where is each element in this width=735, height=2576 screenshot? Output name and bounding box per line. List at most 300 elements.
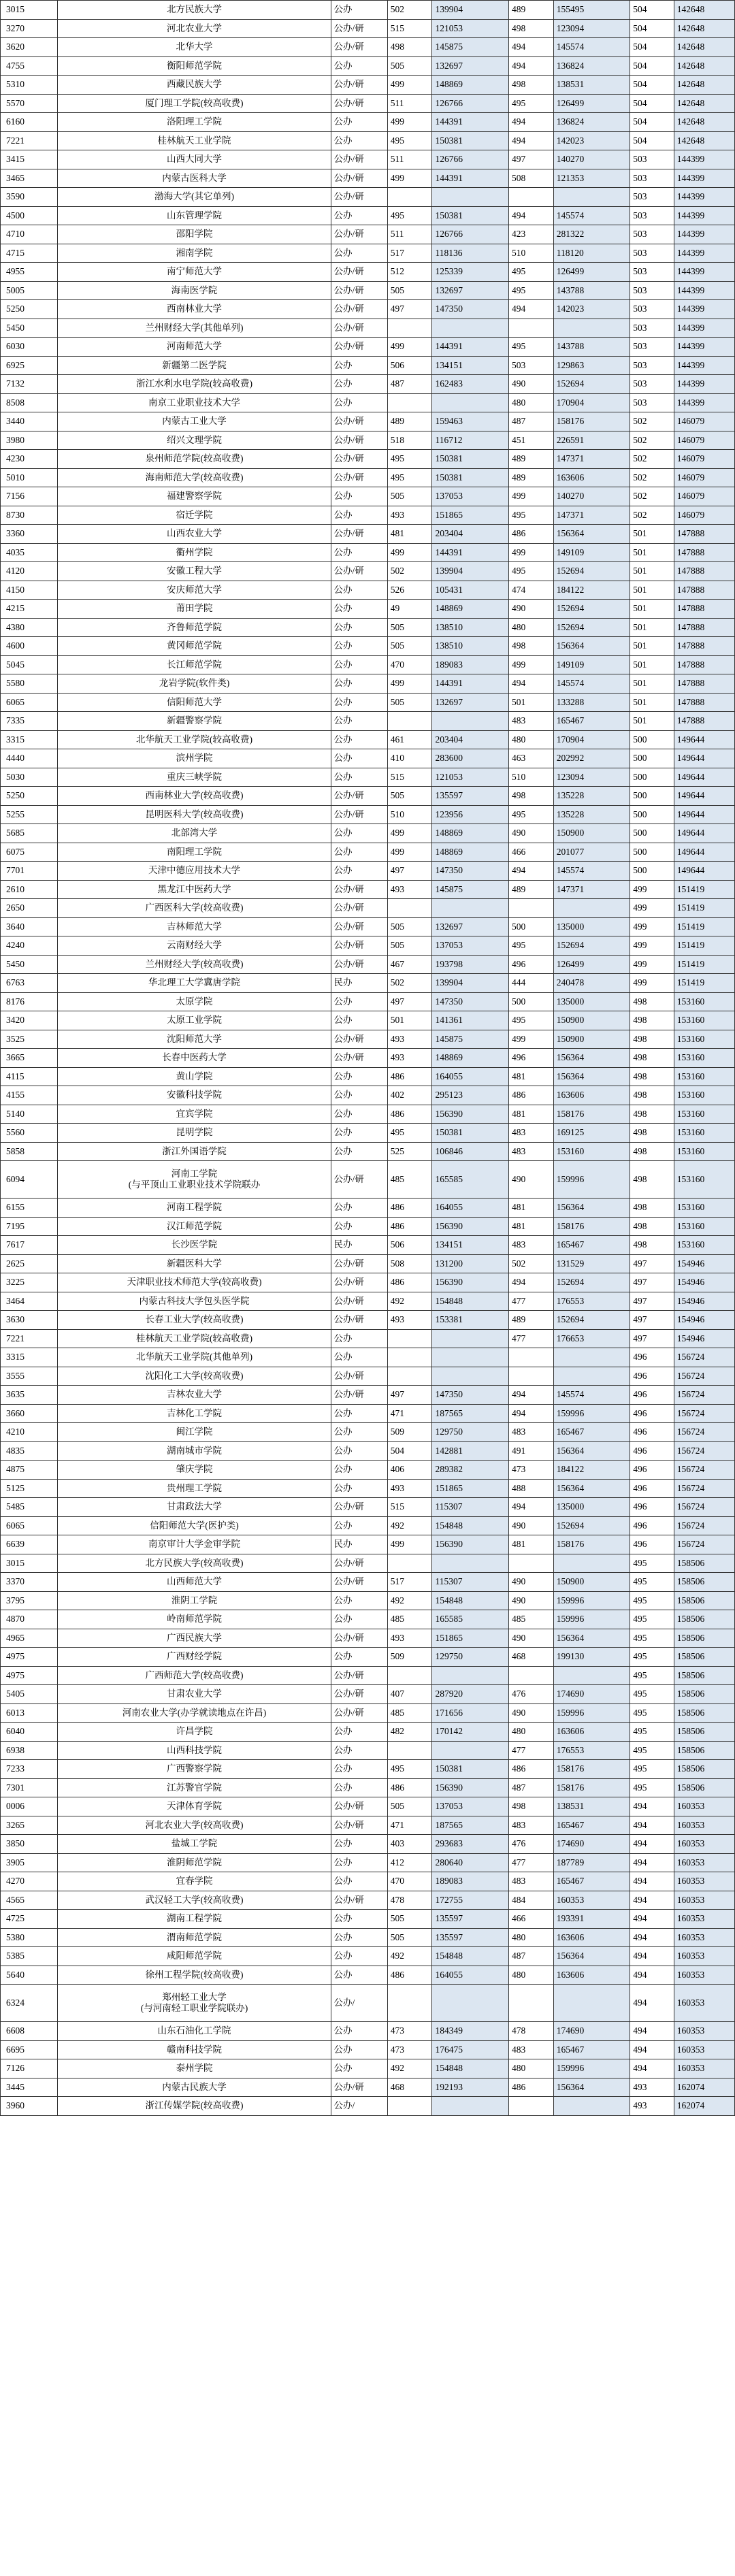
- school-name-cell: 北方民族大学(较高收费): [58, 1554, 331, 1573]
- school-name-cell: 河北农业大学: [58, 19, 331, 38]
- rank-c-cell: 153160: [674, 1049, 734, 1068]
- school-type-cell: 公办/: [331, 1985, 387, 2022]
- table-row: [1, 1254, 735, 1273]
- school-code-cell: 3225: [1, 1273, 58, 1292]
- rank-a-cell: [432, 1367, 509, 1386]
- score-b-cell: 481: [509, 1105, 554, 1124]
- score-c-cell: 501: [630, 581, 674, 600]
- table-row: [1, 1498, 735, 1517]
- school-type-cell: 公办: [331, 393, 387, 412]
- rank-c-cell: 142648: [674, 113, 734, 132]
- rank-b-cell: 159996: [553, 1703, 630, 1723]
- rank-a-cell: 147350: [432, 1386, 509, 1405]
- score-c-cell: 500: [630, 805, 674, 824]
- score-a-cell: [387, 1329, 432, 1348]
- score-a-cell: 486: [387, 1778, 432, 1797]
- rank-c-cell: 160353: [674, 1966, 734, 1985]
- score-b-cell: 487: [509, 1947, 554, 1966]
- rank-a-cell: 134151: [432, 1236, 509, 1255]
- school-code-cell: 4115: [1, 1067, 58, 1086]
- table-row: [1, 917, 735, 936]
- score-a-cell: 497: [387, 992, 432, 1011]
- score-c-cell: 494: [630, 1966, 674, 1985]
- school-type-cell: 公办: [331, 1648, 387, 1667]
- score-b-cell: 494: [509, 674, 554, 694]
- score-b-cell: 490: [509, 1516, 554, 1535]
- school-type-cell: 公办/研: [331, 38, 387, 57]
- school-name-cell: 新疆医科大学: [58, 1254, 331, 1273]
- school-type-cell: 公办/研: [331, 1049, 387, 1068]
- rank-c-cell: 153160: [674, 1067, 734, 1086]
- rank-b-cell: 135228: [553, 787, 630, 806]
- rank-c-cell: 160353: [674, 1816, 734, 1835]
- school-code-cell: 2610: [1, 880, 58, 899]
- score-c-cell: 495: [630, 1666, 674, 1685]
- score-b-cell: 486: [509, 1760, 554, 1779]
- score-b-cell: 494: [509, 56, 554, 76]
- score-c-cell: 501: [630, 543, 674, 562]
- table-row: [1, 581, 735, 600]
- school-type-cell: 公办: [331, 1479, 387, 1498]
- school-code-cell: 5140: [1, 1105, 58, 1124]
- school-name-cell: 许昌学院: [58, 1723, 331, 1742]
- score-a-cell: 473: [387, 2022, 432, 2041]
- rank-c-cell: 160353: [674, 2040, 734, 2059]
- rank-b-cell: 149109: [553, 655, 630, 674]
- rank-a-cell: [432, 2097, 509, 2116]
- score-c-cell: 495: [630, 1573, 674, 1592]
- rank-a-cell: 115307: [432, 1498, 509, 1517]
- score-c-cell: 500: [630, 862, 674, 881]
- school-code-cell: 4210: [1, 1423, 58, 1442]
- table-row: [1, 730, 735, 749]
- rank-b-cell: 142023: [553, 131, 630, 150]
- rank-a-cell: 156390: [432, 1105, 509, 1124]
- rank-c-cell: 153160: [674, 1217, 734, 1236]
- school-name-cell: 内蒙古医科大学: [58, 169, 331, 188]
- score-a-cell: 495: [387, 468, 432, 487]
- school-code-cell: 7195: [1, 1217, 58, 1236]
- rank-c-cell: 147888: [674, 712, 734, 731]
- score-a-cell: 499: [387, 169, 432, 188]
- rank-b-cell: 135000: [553, 917, 630, 936]
- score-c-cell: 494: [630, 1872, 674, 1891]
- score-a-cell: 508: [387, 1254, 432, 1273]
- school-code-cell: 5255: [1, 805, 58, 824]
- table-row: [1, 1610, 735, 1629]
- school-name-cell: 南京工业职业技术大学: [58, 393, 331, 412]
- score-c-cell: 496: [630, 1348, 674, 1367]
- score-a-cell: 511: [387, 150, 432, 169]
- score-c-cell: 495: [630, 1591, 674, 1610]
- school-type-cell: 民办: [331, 974, 387, 993]
- score-a-cell: 493: [387, 1049, 432, 1068]
- score-a-cell: 499: [387, 113, 432, 132]
- rank-a-cell: 129750: [432, 1648, 509, 1667]
- rank-b-cell: 156364: [553, 1479, 630, 1498]
- rank-c-cell: 144399: [674, 263, 734, 282]
- school-code-cell: 5380: [1, 1928, 58, 1947]
- score-c-cell: 494: [630, 1928, 674, 1947]
- school-name-cell: 内蒙古工业大学: [58, 412, 331, 431]
- score-b-cell: [509, 2097, 554, 2116]
- rank-a-cell: [432, 188, 509, 207]
- school-code-cell: 6065: [1, 693, 58, 712]
- score-a-cell: 518: [387, 431, 432, 450]
- school-name-cell: 龙岩学院(软件类): [58, 674, 331, 694]
- school-name-cell: 河南师范大学: [58, 338, 331, 357]
- score-b-cell: [509, 1348, 554, 1367]
- school-type-cell: 公办: [331, 2040, 387, 2059]
- score-c-cell: 497: [630, 1292, 674, 1311]
- rank-b-cell: [553, 1367, 630, 1386]
- score-c-cell: 503: [630, 375, 674, 394]
- rank-b-cell: 156364: [553, 1199, 630, 1218]
- score-a-cell: 505: [387, 1910, 432, 1929]
- rank-c-cell: 160353: [674, 1853, 734, 1872]
- school-code-cell: 5580: [1, 674, 58, 694]
- school-type-cell: 公办: [331, 543, 387, 562]
- rank-a-cell: 131200: [432, 1254, 509, 1273]
- school-code-cell: 8730: [1, 506, 58, 525]
- score-a-cell: 511: [387, 225, 432, 244]
- school-name-cell: 广西财经学院: [58, 1648, 331, 1667]
- school-code-cell: 4440: [1, 749, 58, 768]
- rank-b-cell: 170904: [553, 393, 630, 412]
- score-c-cell: 494: [630, 2040, 674, 2059]
- score-b-cell: 490: [509, 1591, 554, 1610]
- rank-a-cell: 187565: [432, 1404, 509, 1423]
- rank-c-cell: 147888: [674, 581, 734, 600]
- table-row: [1, 1573, 735, 1592]
- score-c-cell: 495: [630, 1685, 674, 1704]
- school-code-cell: 4835: [1, 1441, 58, 1461]
- table-row: [1, 19, 735, 38]
- rank-b-cell: 187789: [553, 1853, 630, 1872]
- score-a-cell: 492: [387, 1947, 432, 1966]
- school-name-cell: 安庆师范大学: [58, 581, 331, 600]
- school-name-cell: 福建警察学院: [58, 487, 331, 506]
- school-name-cell: 岭南师范学院: [58, 1610, 331, 1629]
- school-name-cell: 华北理工大学冀唐学院: [58, 974, 331, 993]
- rank-b-cell: 169125: [553, 1124, 630, 1143]
- score-b-cell: 502: [509, 1254, 554, 1273]
- table-row: [1, 543, 735, 562]
- rank-c-cell: 146079: [674, 506, 734, 525]
- school-type-cell: 公办/研: [331, 281, 387, 300]
- score-c-cell: 495: [630, 1554, 674, 1573]
- rank-a-cell: 121053: [432, 19, 509, 38]
- rank-b-cell: 174690: [553, 1685, 630, 1704]
- score-c-cell: 495: [630, 1610, 674, 1629]
- score-c-cell: 503: [630, 281, 674, 300]
- rank-a-cell: 193798: [432, 955, 509, 974]
- score-c-cell: 498: [630, 1067, 674, 1086]
- school-name-cell: 内蒙古民族大学: [58, 2078, 331, 2097]
- school-code-cell: 4975: [1, 1666, 58, 1685]
- table-row: [1, 300, 735, 319]
- rank-a-cell: 156390: [432, 1217, 509, 1236]
- rank-c-cell: 158506: [674, 1703, 734, 1723]
- school-name-cell: 河北农业大学(较高收费): [58, 1816, 331, 1835]
- rank-b-cell: [553, 1348, 630, 1367]
- school-type-cell: 公办/研: [331, 1367, 387, 1386]
- school-name-cell: 湖南城市学院: [58, 1441, 331, 1461]
- rank-a-cell: 148869: [432, 824, 509, 843]
- table-row: [1, 1816, 735, 1835]
- school-type-cell: 公办: [331, 600, 387, 619]
- rank-a-cell: 145875: [432, 1030, 509, 1049]
- table-row: [1, 1199, 735, 1218]
- rank-a-cell: 176475: [432, 2040, 509, 2059]
- rank-a-cell: 154848: [432, 2059, 509, 2078]
- rank-a-cell: 187565: [432, 1816, 509, 1835]
- school-type-cell: 公办: [331, 843, 387, 862]
- rank-b-cell: 155495: [553, 1, 630, 20]
- score-b-cell: 498: [509, 1797, 554, 1816]
- school-name-cell: 南京审计大学金审学院: [58, 1535, 331, 1554]
- rank-c-cell: 144399: [674, 300, 734, 319]
- rank-b-cell: 156364: [553, 1629, 630, 1648]
- score-a-cell: 509: [387, 1648, 432, 1667]
- rank-a-cell: 156390: [432, 1778, 509, 1797]
- score-c-cell: 498: [630, 1199, 674, 1218]
- school-name-cell: 邵阳学院: [58, 225, 331, 244]
- school-type-cell: 公办/研: [331, 562, 387, 581]
- score-b-cell: 497: [509, 150, 554, 169]
- table-row: [1, 1778, 735, 1797]
- school-type-cell: 公办/研: [331, 1685, 387, 1704]
- rank-b-cell: 126499: [553, 263, 630, 282]
- score-c-cell: 495: [630, 1703, 674, 1723]
- rank-a-cell: 150381: [432, 1124, 509, 1143]
- school-type-cell: 公办/研: [331, 936, 387, 956]
- rank-a-cell: [432, 1329, 509, 1348]
- score-c-cell: 503: [630, 338, 674, 357]
- school-name-cell: 山东石油化工学院: [58, 2022, 331, 2041]
- school-name-cell: 海南医学院: [58, 281, 331, 300]
- rank-a-cell: 106846: [432, 1142, 509, 1161]
- score-c-cell: 503: [630, 319, 674, 338]
- score-c-cell: 496: [630, 1367, 674, 1386]
- rank-c-cell: 156724: [674, 1441, 734, 1461]
- score-c-cell: 501: [630, 525, 674, 544]
- score-b-cell: 477: [509, 1853, 554, 1872]
- school-name-cell: 沈阳化工大学(较高收费): [58, 1367, 331, 1386]
- rank-b-cell: 176653: [553, 1329, 630, 1348]
- rank-b-cell: 165467: [553, 712, 630, 731]
- school-name-cell: 安徽工程大学: [58, 562, 331, 581]
- score-a-cell: 467: [387, 955, 432, 974]
- school-code-cell: 5450: [1, 319, 58, 338]
- rank-b-cell: 158176: [553, 412, 630, 431]
- table-row: [1, 2022, 735, 2041]
- score-a-cell: 471: [387, 1816, 432, 1835]
- school-code-cell: 3360: [1, 525, 58, 544]
- school-code-cell: 6608: [1, 2022, 58, 2041]
- school-type-cell: 公办: [331, 1011, 387, 1030]
- score-b-cell: 489: [509, 1, 554, 20]
- school-code-cell: 5030: [1, 768, 58, 787]
- score-a-cell: 515: [387, 19, 432, 38]
- rank-c-cell: 146079: [674, 468, 734, 487]
- school-type-cell: 公办: [331, 712, 387, 731]
- school-type-cell: 公办/研: [331, 880, 387, 899]
- school-type-cell: 公办: [331, 2022, 387, 2041]
- score-a-cell: 505: [387, 281, 432, 300]
- school-name-cell: 江苏警官学院: [58, 1778, 331, 1797]
- score-b-cell: 480: [509, 1723, 554, 1742]
- score-b-cell: 498: [509, 787, 554, 806]
- rank-c-cell: 144399: [674, 356, 734, 375]
- score-b-cell: 481: [509, 1067, 554, 1086]
- score-a-cell: 509: [387, 1423, 432, 1442]
- school-type-cell: 公办/研: [331, 1629, 387, 1648]
- school-code-cell: 6925: [1, 356, 58, 375]
- score-b-cell: 510: [509, 244, 554, 263]
- score-a-cell: 485: [387, 1610, 432, 1629]
- table-row: [1, 487, 735, 506]
- score-b-cell: 495: [509, 936, 554, 956]
- score-b-cell: 501: [509, 693, 554, 712]
- table-row: [1, 1666, 735, 1685]
- score-c-cell: 504: [630, 38, 674, 57]
- school-code-cell: 6094: [1, 1161, 58, 1199]
- school-type-cell: 公办/研: [331, 899, 387, 918]
- rank-b-cell: [553, 899, 630, 918]
- score-c-cell: 497: [630, 1329, 674, 1348]
- school-code-cell: 5125: [1, 1479, 58, 1498]
- rank-c-cell: 158506: [674, 1685, 734, 1704]
- school-code-cell: 6763: [1, 974, 58, 993]
- score-c-cell: 502: [630, 506, 674, 525]
- score-b-cell: 495: [509, 94, 554, 113]
- school-code-cell: 7301: [1, 1778, 58, 1797]
- table-row: [1, 749, 735, 768]
- school-code-cell: 5485: [1, 1498, 58, 1517]
- school-name-cell: 淮阴师范学院: [58, 1853, 331, 1872]
- rank-b-cell: 165467: [553, 1872, 630, 1891]
- table-row: [1, 2078, 735, 2097]
- rank-b-cell: 159996: [553, 1610, 630, 1629]
- score-c-cell: 503: [630, 225, 674, 244]
- table-row: [1, 450, 735, 469]
- school-name-cell: 山西农业大学: [58, 525, 331, 544]
- table-row: [1, 1910, 735, 1929]
- school-type-cell: 公办/研: [331, 94, 387, 113]
- school-code-cell: 0006: [1, 1797, 58, 1816]
- school-type-cell: 公办: [331, 1947, 387, 1966]
- rank-c-cell: 151419: [674, 974, 734, 993]
- table-row: [1, 1685, 735, 1704]
- score-c-cell: 499: [630, 917, 674, 936]
- score-a-cell: 506: [387, 356, 432, 375]
- rank-b-cell: 145574: [553, 862, 630, 881]
- table-row: [1, 1516, 735, 1535]
- table-row: [1, 1985, 735, 2022]
- score-a-cell: 485: [387, 1703, 432, 1723]
- table-row: [1, 281, 735, 300]
- school-code-cell: 5045: [1, 655, 58, 674]
- school-type-cell: 公办: [331, 1461, 387, 1480]
- school-name-cell: 山西师范大学: [58, 1573, 331, 1592]
- school-code-cell: 3590: [1, 188, 58, 207]
- score-b-cell: 494: [509, 1386, 554, 1405]
- score-a-cell: 499: [387, 76, 432, 95]
- rank-a-cell: [432, 1348, 509, 1367]
- rank-c-cell: 153160: [674, 1105, 734, 1124]
- rank-b-cell: 133288: [553, 693, 630, 712]
- score-a-cell: 517: [387, 1573, 432, 1592]
- score-b-cell: 483: [509, 1872, 554, 1891]
- score-a-cell: 499: [387, 674, 432, 694]
- rank-a-cell: 150381: [432, 468, 509, 487]
- rank-a-cell: 123956: [432, 805, 509, 824]
- rank-a-cell: 121053: [432, 768, 509, 787]
- rank-a-cell: 150381: [432, 206, 509, 225]
- score-a-cell: 478: [387, 1891, 432, 1910]
- school-code-cell: 4035: [1, 543, 58, 562]
- rank-a-cell: 162483: [432, 375, 509, 394]
- rank-b-cell: 152694: [553, 1516, 630, 1535]
- score-c-cell: 494: [630, 1853, 674, 1872]
- school-type-cell: 公办/研: [331, 300, 387, 319]
- rank-b-cell: 147371: [553, 506, 630, 525]
- rank-b-cell: [553, 1666, 630, 1685]
- score-b-cell: 494: [509, 113, 554, 132]
- score-b-cell: 510: [509, 768, 554, 787]
- score-b-cell: 489: [509, 450, 554, 469]
- rank-c-cell: 142648: [674, 1, 734, 20]
- school-type-cell: 公办: [331, 992, 387, 1011]
- rank-a-cell: 147350: [432, 300, 509, 319]
- score-c-cell: 495: [630, 1741, 674, 1760]
- school-name-cell: 武汉轻工大学(较高收费): [58, 1891, 331, 1910]
- score-b-cell: 423: [509, 225, 554, 244]
- table-row: [1, 263, 735, 282]
- school-name-cell: 西南林业大学(较高收费): [58, 787, 331, 806]
- score-a-cell: 525: [387, 1142, 432, 1161]
- score-c-cell: 498: [630, 1105, 674, 1124]
- rank-b-cell: 158176: [553, 1760, 630, 1779]
- school-code-cell: 6160: [1, 113, 58, 132]
- table-row: [1, 2059, 735, 2078]
- score-c-cell: 504: [630, 94, 674, 113]
- score-a-cell: 481: [387, 525, 432, 544]
- rank-c-cell: 144399: [674, 150, 734, 169]
- school-code-cell: 3315: [1, 1348, 58, 1367]
- score-a-cell: 482: [387, 1723, 432, 1742]
- school-name-cell: 渤海大学(其它单列): [58, 188, 331, 207]
- score-b-cell: [509, 1367, 554, 1386]
- school-type-cell: 公办: [331, 1404, 387, 1423]
- rank-a-cell: 137053: [432, 1797, 509, 1816]
- school-code-cell: 7126: [1, 2059, 58, 2078]
- score-c-cell: 496: [630, 1423, 674, 1442]
- rank-a-cell: [432, 1554, 509, 1573]
- score-a-cell: 493: [387, 1629, 432, 1648]
- rank-c-cell: 146079: [674, 450, 734, 469]
- rank-a-cell: 145875: [432, 880, 509, 899]
- rank-a-cell: 139904: [432, 1, 509, 20]
- rank-a-cell: 141361: [432, 1011, 509, 1030]
- table-row: [1, 1086, 735, 1105]
- score-b-cell: 483: [509, 1124, 554, 1143]
- rank-a-cell: 203404: [432, 730, 509, 749]
- rank-a-cell: 170142: [432, 1723, 509, 1742]
- rank-b-cell: 145574: [553, 38, 630, 57]
- school-type-cell: 公办/研: [331, 1386, 387, 1405]
